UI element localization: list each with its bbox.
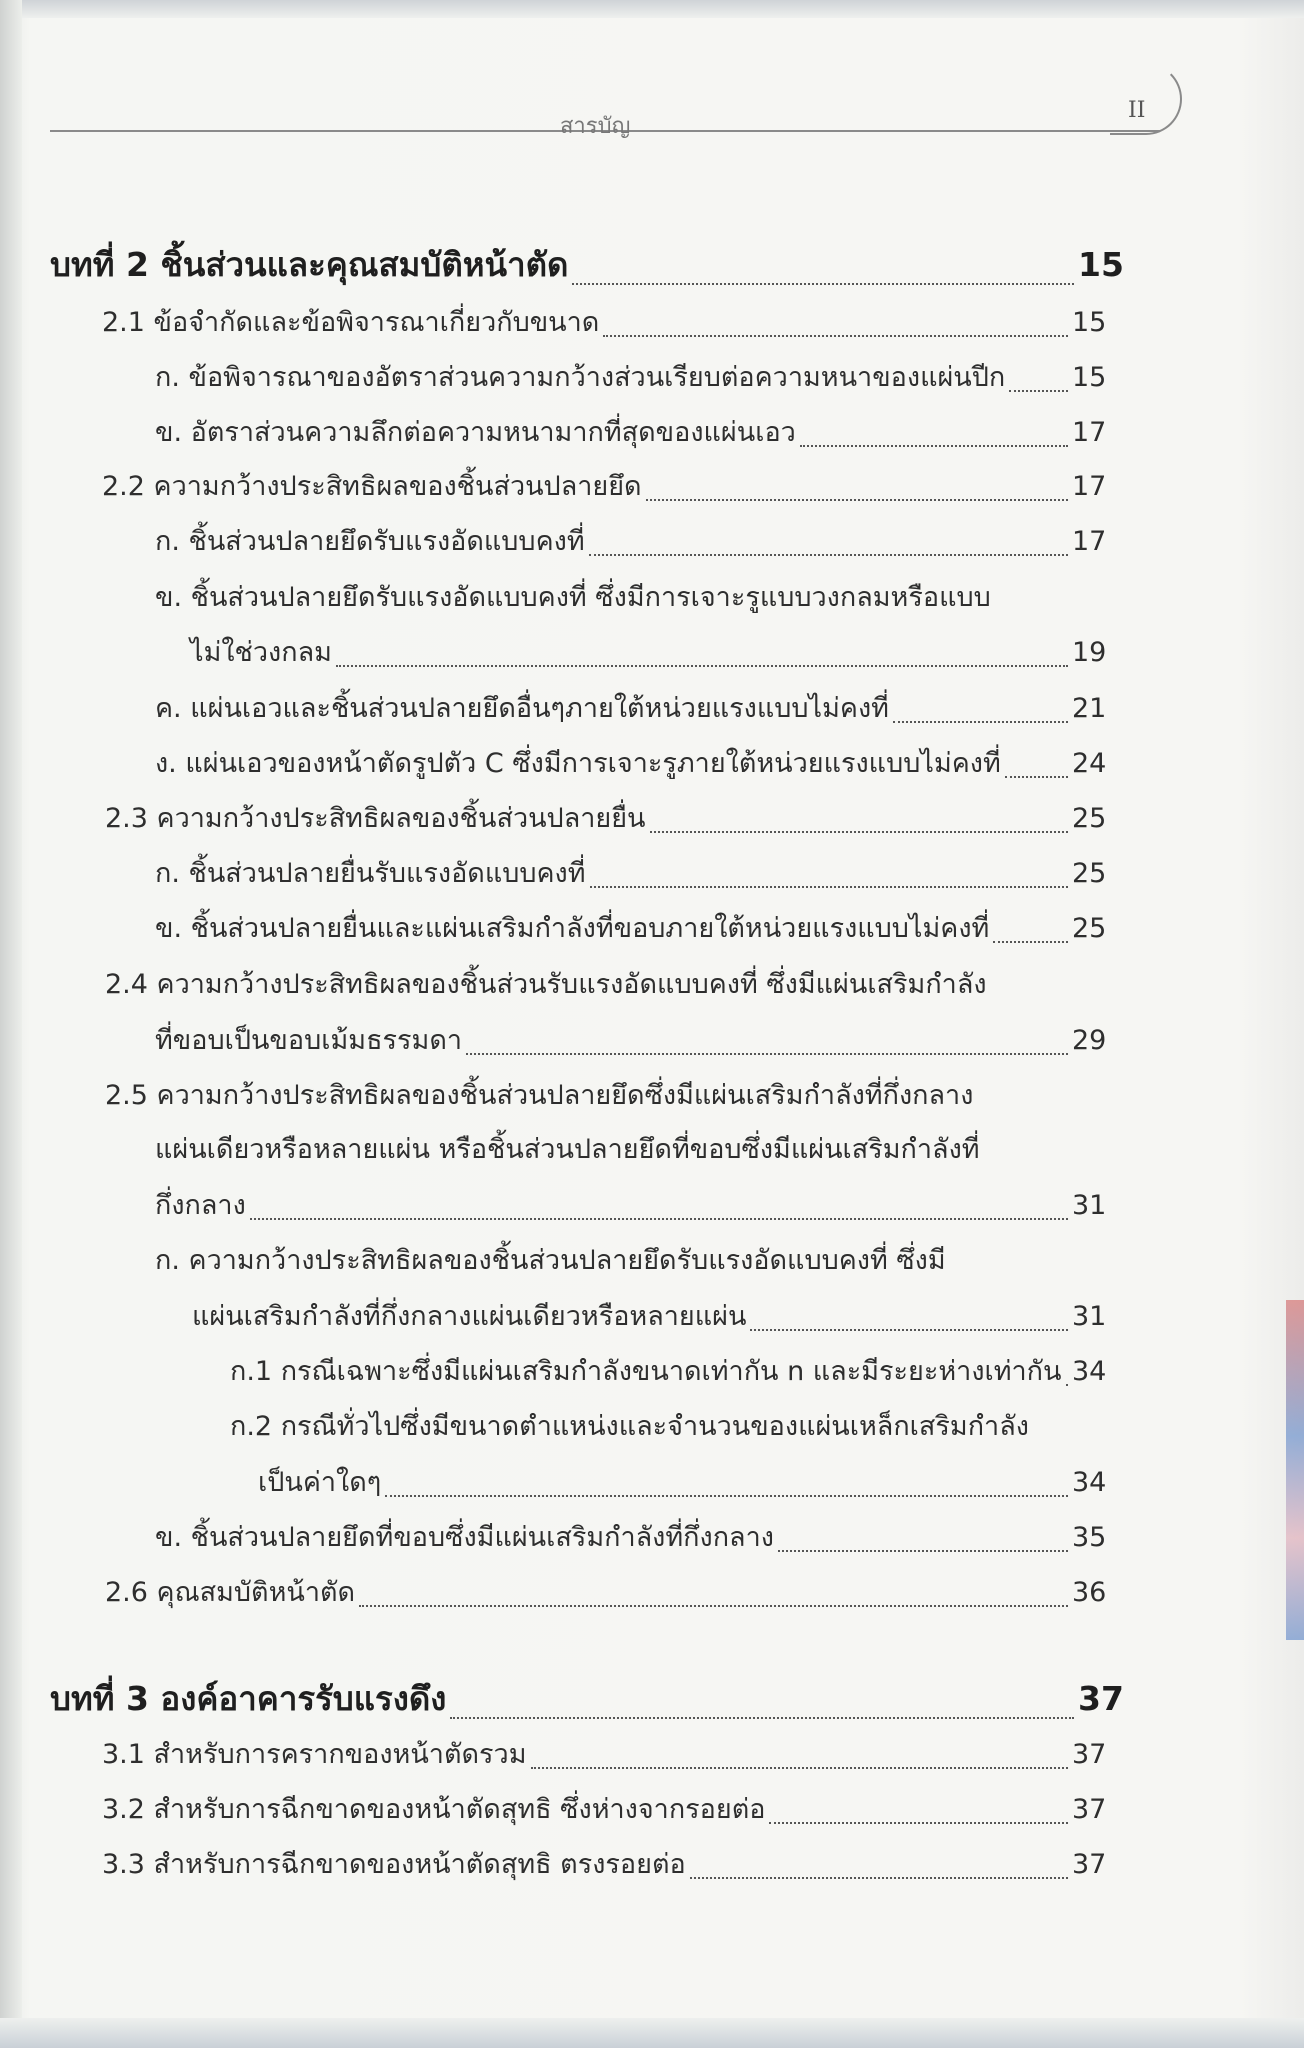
toc-entry-title: ข. ชิ้นส่วนปลายยื่นและแผ่นเสริมกำลังที่ขอบภายใต้หน่วยแรงแบบไม่คงที่: [155, 913, 990, 944]
toc-entry: [155, 1183, 1116, 1226]
dot-leader: [572, 283, 1074, 285]
toc-page-number: 25: [1072, 803, 1107, 834]
toc-entry: [102, 1732, 1116, 1775]
dot-leader: [1005, 776, 1068, 778]
dot-leader: [769, 1822, 1068, 1824]
toc-entry-line: ก.2 กรณีทั่วไปซึ่งมีขนาดตำแหน่งและจำนวนของแผ่นเหล็กเสริมกำลัง: [230, 1411, 1029, 1442]
dot-leader: [893, 721, 1068, 723]
toc-entry-title: ค. แผ่นเอวและชิ้นส่วนปลายยึดอื่นๆภายใต้หน่วยแรงแบบไม่คงที่: [155, 693, 889, 724]
toc-entry: [155, 410, 1116, 453]
toc-entry-title: 2.2 ความกว้างประสิทธิผลของชิ้นส่วนปลายยึด: [102, 471, 642, 502]
toc-entry: [190, 630, 1116, 673]
dot-leader: [359, 1605, 1068, 1607]
toc-entry: [192, 1294, 1116, 1337]
dot-leader: [993, 941, 1068, 943]
dot-leader: [646, 499, 1068, 501]
toc-entry: [155, 741, 1116, 784]
dot-leader: [590, 886, 1068, 888]
toc-page-number: 37: [1072, 1739, 1107, 1770]
toc-page-number: 37: [1072, 1794, 1107, 1825]
toc-entry: [155, 906, 1116, 949]
toc-entry-title: บทที่ 3 องค์อาคารรับแรงดึง: [50, 1679, 447, 1718]
dot-leader: [603, 335, 1068, 337]
dot-leader: [1009, 390, 1068, 392]
toc-entry: [102, 1842, 1116, 1885]
dot-leader: [650, 831, 1068, 833]
toc-entry: [258, 1460, 1116, 1503]
toc-entry-title: ที่ขอบเป็นขอบเม้มธรรมดา: [155, 1025, 463, 1056]
toc-entry-line: 2.4 ความกว้างประสิทธิผลของชิ้นส่วนรับแรงอัดแบบคงที่ ซึ่งมีแผ่นเสริมกำลัง: [105, 969, 987, 1000]
dot-leader: [531, 1767, 1069, 1769]
toc-entry-line: 2.5 ความกว้างประสิทธิผลของชิ้นส่วนปลายยึดซึ่งมีแผ่นเสริมกำลังที่กึ่งกลาง: [105, 1080, 974, 1111]
dot-leader: [690, 1877, 1068, 1879]
toc-page-number: 15: [1072, 307, 1107, 338]
toc-entry-title: ก. ชิ้นส่วนปลายยึดรับแรงอัดแบบคงที่: [155, 526, 585, 557]
dot-leader: [385, 1495, 1068, 1497]
dot-leader: [778, 1550, 1068, 1552]
toc-entry-line: แผ่นเดียวหรือหลายแผ่น หรือชิ้นส่วนปลายยึดที่ขอบซึ่งมีแผ่นเสริมกำลังที่: [155, 1134, 980, 1165]
toc-entry: [102, 464, 1116, 507]
toc-entry-title: 2.3 ความกว้างประสิทธิผลของชิ้นส่วนปลายยื่น: [105, 803, 646, 834]
toc-page-number: 36: [1072, 1577, 1107, 1608]
toc-entry-title: ก. ข้อพิจารณาของอัตราส่วนความกว้างส่วนเรียบต่อความหนาของแผ่นปีก: [155, 362, 1006, 393]
toc-entry: [230, 1349, 1116, 1392]
toc-entry-title: 3.3 สำหรับการฉีกขาดของหน้าตัดสุทธิ ตรงรอยต่อ: [102, 1849, 686, 1880]
toc-entry: [155, 519, 1116, 562]
toc-entry-title: ข. อัตราส่วนความลึกต่อความหนามากที่สุดของแผ่นเอว: [155, 417, 796, 448]
toc-entry-title: บทที่ 2 ชิ้นส่วนและคุณสมบัติหน้าตัด: [50, 245, 569, 284]
toc-chapter-3: [50, 1672, 1122, 1725]
dot-leader: [336, 665, 1068, 667]
toc-entry-title: 2.6 คุณสมบัติหน้าตัด: [105, 1577, 356, 1608]
toc-page-number: 37: [1072, 1849, 1107, 1880]
toc-entry: [102, 300, 1116, 343]
page-number: II: [1128, 98, 1146, 123]
dot-leader: [450, 1717, 1074, 1719]
toc-page-number: 17: [1072, 526, 1107, 557]
toc-entry-line: ก. ความกว้างประสิทธิผลของชิ้นส่วนปลายยึดรับแรงอัดแบบคงที่ ซึ่งมี: [155, 1245, 946, 1276]
toc-page-number: 31: [1072, 1301, 1107, 1332]
toc-entry-title: ไม่ใช่วงกลม: [190, 637, 332, 668]
toc-page-number: 35: [1072, 1522, 1107, 1553]
toc-page-number: 24: [1072, 748, 1107, 779]
toc-entry: [105, 1570, 1116, 1613]
toc-entry: [155, 1018, 1116, 1061]
toc-chapter-2: [50, 238, 1122, 291]
toc-entry-title: ง. แผ่นเอวของหน้าตัดรูปตัว C ซึ่งมีการเจาะรูภายใต้หน่วยแรงแบบไม่คงที่: [155, 748, 1001, 779]
toc-page-number: 21: [1072, 693, 1107, 724]
dot-leader: [466, 1053, 1068, 1055]
toc-entry-title: เป็นค่าใดๆ: [258, 1467, 382, 1498]
toc-page-number: 17: [1072, 417, 1107, 448]
toc-entry-title: แผ่นเสริมกำลังที่กึ่งกลางแผ่นเดียวหรือหลายแผ่น: [192, 1301, 747, 1332]
toc-page-number: 25: [1072, 858, 1107, 889]
toc-entry: [102, 1787, 1116, 1830]
toc-entry: [155, 355, 1116, 398]
toc-page-number: 15: [1078, 245, 1124, 284]
toc-entry-title: 3.1 สำหรับการครากของหน้าตัดรวม: [102, 1739, 527, 1770]
toc-entry: [155, 686, 1116, 729]
toc-entry-title: กึ่งกลาง: [155, 1190, 246, 1221]
dot-leader: [250, 1218, 1068, 1220]
toc-page-number: 31: [1072, 1190, 1107, 1221]
toc-entry-title: ก. ชิ้นส่วนปลายยื่นรับแรงอัดแบบคงที่: [155, 858, 586, 889]
toc-entry: [155, 1515, 1116, 1558]
toc-page-number: 25: [1072, 913, 1107, 944]
toc-entry-title: ก.1 กรณีเฉพาะซึ่งมีแผ่นเสริมกำลังขนาดเท่ากัน n และมีระยะห่างเท่ากัน: [230, 1356, 1062, 1387]
toc-page-number: 19: [1072, 637, 1107, 668]
toc-page-number: 29: [1072, 1025, 1107, 1056]
toc-entry-title: 3.2 สำหรับการฉีกขาดของหน้าตัดสุทธิ ซึ่งห่างจากรอยต่อ: [102, 1794, 766, 1825]
dot-leader: [800, 445, 1068, 447]
dot-leader: [750, 1329, 1068, 1331]
toc-entry-title: 2.1 ข้อจำกัดและข้อพิจารณาเกี่ยวกับขนาด: [102, 307, 600, 338]
toc-entry-line: ข. ชิ้นส่วนปลายยึดรับแรงอัดแบบคงที่ ซึ่งมีการเจาะรูแบบวงกลมหรือแบบ: [155, 582, 991, 613]
toc-page-number: 37: [1078, 1679, 1124, 1718]
toc-entry-title: ข. ชิ้นส่วนปลายยึดที่ขอบซึ่งมีแผ่นเสริมกำลังที่กึ่งกลาง: [155, 1522, 774, 1553]
toc-entry: [155, 851, 1116, 894]
dot-leader: [589, 554, 1068, 556]
toc-page-number: 15: [1072, 362, 1107, 393]
running-head: สารบัญ: [560, 114, 631, 139]
dot-leader: [1066, 1384, 1069, 1386]
toc-page-number: 17: [1072, 471, 1107, 502]
toc-entry: [105, 796, 1116, 839]
toc-page-number: 34: [1072, 1356, 1107, 1387]
toc-page-number: 34: [1072, 1467, 1107, 1498]
